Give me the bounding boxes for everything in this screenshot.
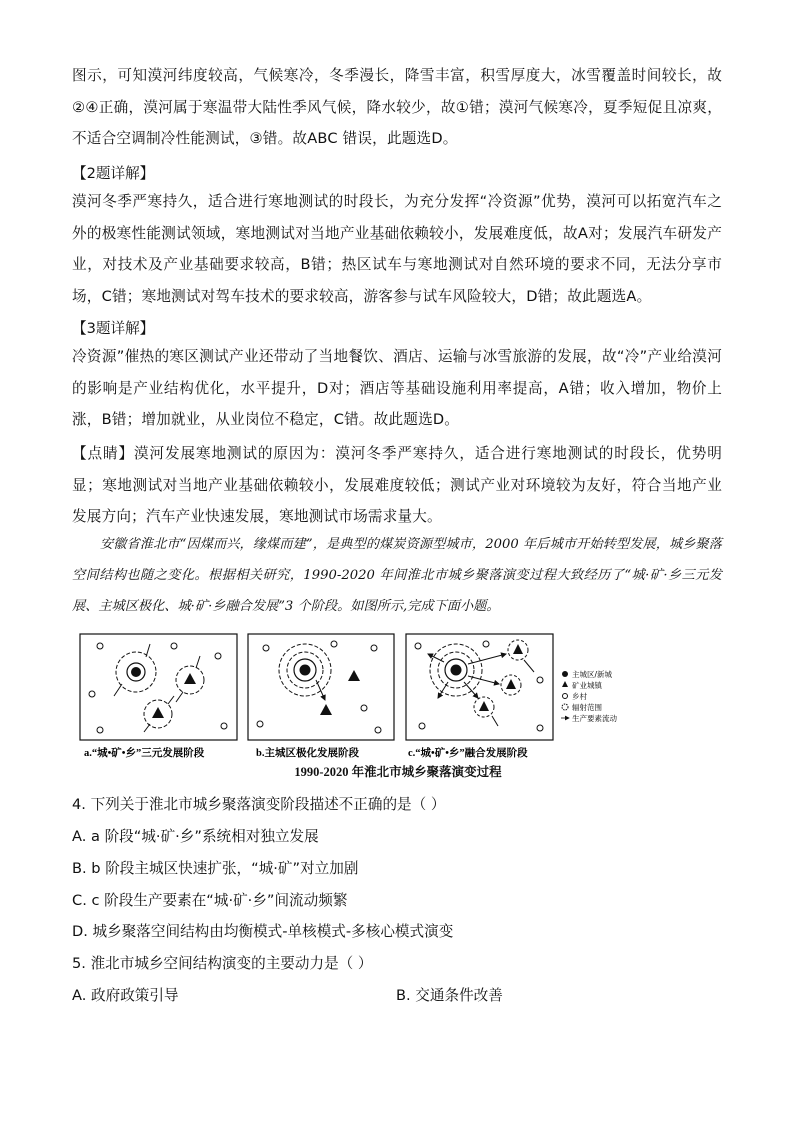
panel-c-diagram xyxy=(406,634,553,740)
answer-paragraph-2: 漠河冬季严寒持久，适合进行寒地测试的时段长，为充分发挥“冷资源”优势，漠河可以拓宽汽车之外的极寒性能测试领域，寒地测试对当地产业基础依赖较小，发展难度低，故A对；发展汽车研发产业，对技术及产业基础要求较高，B错；热区试车与寒地测试对自然环境的要求不同，无法分享市场，C错；寒地测试对驾车技术的要求较高，游客参与试车风险较大，D错；故此题选A。 xyxy=(72,193,722,305)
panel-b-caption: b.主城区极化发展阶段 xyxy=(256,748,359,759)
triangle-icon xyxy=(562,681,568,687)
panel-c-caption: c.“城•矿•乡”融合发展阶段 xyxy=(408,748,528,759)
legend-label: 辐射范围 xyxy=(572,703,602,712)
key-point-paragraph xyxy=(72,438,722,533)
question-4-option-d[interactable]: D. 城乡聚落空间结构由均衡模式-单核模式-多核心模式演变 xyxy=(72,923,454,940)
legend-label: 矿业城镇 xyxy=(572,681,602,690)
key-point-text: 漠河发展寒地测试的原因为：漠河冬季严寒持久，适合进行寒地测试的时段长，优势明显；寒地测试对当地产业基础依赖较小，发展难度较低；测试产业对环境较为友好，符合当地产业发展方向；汽车产业快速发展，寒地测试市场需求量大。 xyxy=(72,445,722,525)
key-point-label: 【点睛】 xyxy=(72,445,134,462)
question-intro: 安徽省淮北市“因煤而兴，缘煤而建”，是典型的煤炭资源型城市，2000 年后城市开始转型发展，城乡聚落空间结构也随之变化。根据相关研究，1990-2020 年间淮北市城乡聚落演变过程大致经历了“城·矿·乡三元发展、主城区极化、城·矿·乡融合发展”3 个阶段。如图所示,完成下面小题。 xyxy=(72,537,722,614)
main-city-icon xyxy=(131,667,141,677)
question-5-option-a[interactable]: A. 政府政策引导 xyxy=(72,987,179,1004)
legend-label: 生产要素流动 xyxy=(572,714,617,723)
figure-legend xyxy=(561,669,617,723)
figure-diagram xyxy=(78,632,718,760)
legend-label: 主城区/新城 xyxy=(572,670,613,679)
answer-paragraph-1: 图示，可知漠河纬度较高，气候寒冷，冬季漫长，降雪丰富，积雪厚度大，冰雪覆盖时间较长，故②④正确，漠河属于寒温带大陆性季风气候，降水较少，故①错；漠河气候寒冷，夏季短促且凉爽，不适合空调制冷性能测试，③错。故ABC 错误，此题选D。 xyxy=(72,67,722,147)
hollow-circle-icon xyxy=(563,694,568,699)
panel-b-diagram xyxy=(248,634,394,740)
dashed-circle-icon xyxy=(562,704,568,710)
question-4-option-c[interactable]: C. c 阶段生产要素在“城·矿·乡”间流动频繁 xyxy=(72,892,348,909)
panel-a-caption: a.“城•矿•乡”三元发展阶段 xyxy=(84,748,205,759)
question-4-option-b[interactable]: B. b 阶段主城区快速扩张，“城·矿”对立加剧 xyxy=(72,860,359,877)
panel-a-diagram xyxy=(80,634,237,740)
question-5-stem: 5. 淮北市城乡空间结构演变的主要动力是（ ） xyxy=(72,955,373,972)
question-4-option-a[interactable]: A. a 阶段“城·矿·乡”系统相对独立发展 xyxy=(72,828,319,845)
figure-title: 1990-2020 年淮北市城乡聚落演变过程 xyxy=(294,765,502,779)
answer-paragraph-3: 冷资源”催热的寒区测试产业还带动了当地餐饮、酒店、运输与冰雪旅游的发展，故“冷”产业给漠河的影响是产业结构优化，水平提升，D对；酒店等基础设施利用率提高，A错；收入增加，物价上涨，B错；增加就业，从业岗位不稳定，C错。故此题选D。 xyxy=(72,348,722,428)
question-4-stem: 4. 下列关于淮北市城乡聚落演变阶段描述不正确的是（ ） xyxy=(72,796,446,813)
q3-heading: 【3题详解】 xyxy=(72,320,155,337)
settlement-evolution-figure xyxy=(78,632,718,780)
q2-heading: 【2题详解】 xyxy=(72,165,155,182)
question-5-option-b[interactable]: B. 交通条件改善 xyxy=(396,987,503,1004)
legend-label: 乡村 xyxy=(572,692,587,701)
filled-circle-icon xyxy=(562,671,568,677)
